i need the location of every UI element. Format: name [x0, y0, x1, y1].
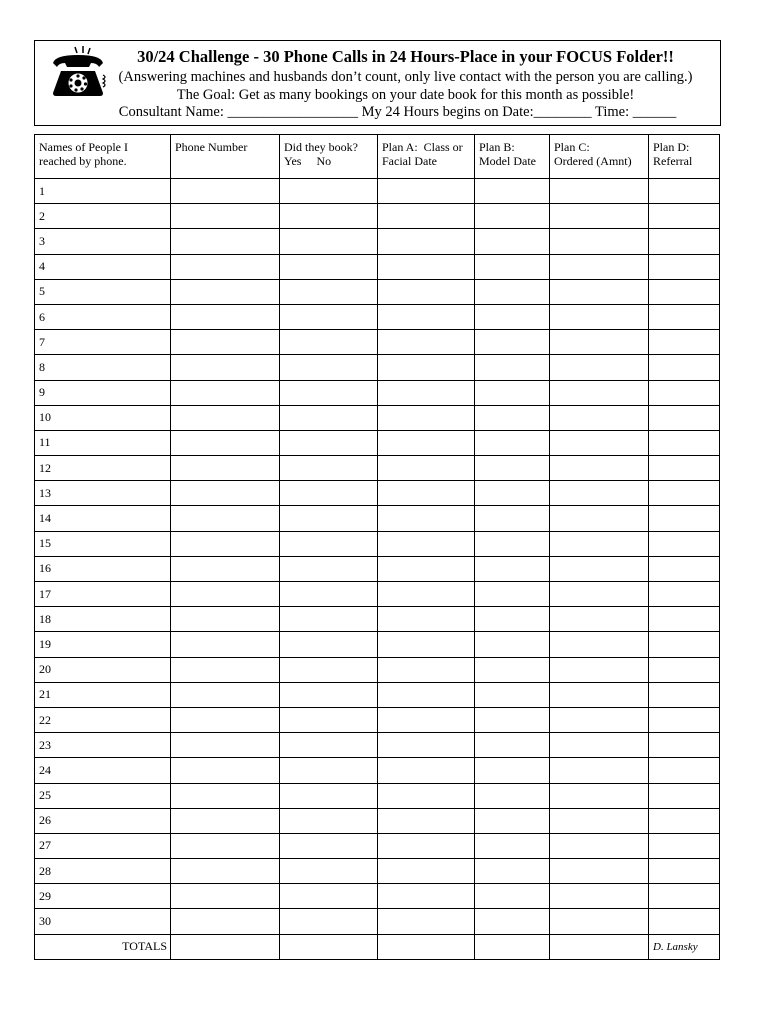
- plan-c-cell[interactable]: [550, 304, 649, 329]
- name-cell[interactable]: 17: [35, 582, 171, 607]
- booked-cell[interactable]: [280, 833, 378, 858]
- totals-cell[interactable]: [378, 934, 475, 959]
- plan-c-cell[interactable]: [550, 204, 649, 229]
- booked-cell[interactable]: [280, 481, 378, 506]
- plan-b-cell[interactable]: [475, 355, 550, 380]
- plan-c-cell[interactable]: [550, 758, 649, 783]
- name-cell[interactable]: 23: [35, 733, 171, 758]
- table-row: [35, 355, 720, 380]
- phone-call-table: [34, 134, 720, 960]
- name-cell[interactable]: 18: [35, 607, 171, 632]
- phone-cell[interactable]: [171, 456, 280, 481]
- plan-c-cell[interactable]: [550, 506, 649, 531]
- plan-b-cell[interactable]: [475, 304, 550, 329]
- plan-c-cell[interactable]: [550, 808, 649, 833]
- phone-cell[interactable]: [171, 733, 280, 758]
- column-header-plan-a: Plan A: Class or Facial Date: [378, 135, 475, 179]
- plan-d-cell[interactable]: [649, 808, 720, 833]
- table-row: [35, 506, 720, 531]
- plan-a-cell[interactable]: [378, 330, 475, 355]
- plan-d-cell[interactable]: [649, 481, 720, 506]
- table-row: [35, 204, 720, 229]
- booked-cell[interactable]: [280, 582, 378, 607]
- totals-cell[interactable]: [550, 934, 649, 959]
- plan-c-cell[interactable]: [550, 909, 649, 934]
- header-box: [34, 40, 721, 126]
- plan-b-cell[interactable]: [475, 204, 550, 229]
- plan-b-cell[interactable]: [475, 758, 550, 783]
- plan-c-cell[interactable]: [550, 833, 649, 858]
- booked-cell[interactable]: [280, 531, 378, 556]
- table-row: [35, 279, 720, 304]
- plan-d-cell[interactable]: [649, 430, 720, 455]
- phone-cell[interactable]: [171, 531, 280, 556]
- booked-cell[interactable]: [280, 783, 378, 808]
- booked-cell[interactable]: [280, 909, 378, 934]
- plan-b-cell[interactable]: [475, 330, 550, 355]
- plan-b-cell[interactable]: [475, 405, 550, 430]
- booked-cell[interactable]: [280, 682, 378, 707]
- phone-cell[interactable]: [171, 682, 280, 707]
- table-row: [35, 456, 720, 481]
- plan-a-cell[interactable]: [378, 884, 475, 909]
- plan-c-cell[interactable]: [550, 733, 649, 758]
- plan-a-cell[interactable]: [378, 179, 475, 204]
- plan-a-cell[interactable]: [378, 254, 475, 279]
- plan-d-cell[interactable]: [649, 531, 720, 556]
- phone-cell[interactable]: [171, 758, 280, 783]
- name-cell[interactable]: 29: [35, 884, 171, 909]
- plan-d-cell[interactable]: [649, 859, 720, 884]
- table-row: [35, 909, 720, 934]
- plan-b-cell[interactable]: [475, 279, 550, 304]
- plan-c-cell[interactable]: [550, 859, 649, 884]
- plan-c-cell[interactable]: [550, 279, 649, 304]
- column-header-phone: Phone Number: [171, 135, 280, 179]
- booked-cell[interactable]: [280, 506, 378, 531]
- plan-b-cell[interactable]: [475, 254, 550, 279]
- booked-cell[interactable]: [280, 707, 378, 732]
- plan-d-cell[interactable]: [649, 380, 720, 405]
- table-row: [35, 430, 720, 455]
- table-row: [35, 657, 720, 682]
- consultant-info-line: Consultant Name: __________________ My 24 Hours begins on Date:________ Time: ______: [118, 104, 677, 120]
- plan-b-cell[interactable]: [475, 229, 550, 254]
- plan-b-cell[interactable]: [475, 506, 550, 531]
- plan-a-cell[interactable]: [378, 304, 475, 329]
- table-row: [35, 783, 720, 808]
- name-cell[interactable]: 21: [35, 682, 171, 707]
- name-cell[interactable]: 30: [35, 909, 171, 934]
- name-cell[interactable]: 6: [35, 304, 171, 329]
- plan-b-cell[interactable]: [475, 733, 550, 758]
- plan-d-cell[interactable]: [649, 456, 720, 481]
- plan-c-cell[interactable]: [550, 783, 649, 808]
- name-cell[interactable]: 4: [35, 254, 171, 279]
- table-row: [35, 682, 720, 707]
- table-row: [35, 380, 720, 405]
- totals-cell[interactable]: [280, 934, 378, 959]
- phone-cell[interactable]: [171, 279, 280, 304]
- name-cell[interactable]: 28: [35, 859, 171, 884]
- phone-cell[interactable]: [171, 304, 280, 329]
- phone-cell[interactable]: [171, 204, 280, 229]
- plan-b-cell[interactable]: [475, 456, 550, 481]
- plan-c-cell[interactable]: [550, 682, 649, 707]
- plan-b-cell[interactable]: [475, 909, 550, 934]
- booked-cell[interactable]: [280, 254, 378, 279]
- name-cell[interactable]: 10: [35, 405, 171, 430]
- totals-label: TOTALS: [35, 934, 171, 959]
- plan-a-cell[interactable]: [378, 430, 475, 455]
- plan-d-cell[interactable]: [649, 330, 720, 355]
- table-row: [35, 531, 720, 556]
- totals-row: [35, 934, 720, 959]
- name-cell[interactable]: 8: [35, 355, 171, 380]
- name-cell[interactable]: 16: [35, 556, 171, 581]
- column-header-plan-c: Plan C: Ordered (Amnt): [550, 135, 649, 179]
- name-cell[interactable]: 24: [35, 758, 171, 783]
- plan-d-cell[interactable]: [649, 758, 720, 783]
- name-cell[interactable]: 26: [35, 808, 171, 833]
- plan-b-cell[interactable]: [475, 657, 550, 682]
- phone-cell[interactable]: [171, 582, 280, 607]
- plan-a-cell[interactable]: [378, 380, 475, 405]
- plan-d-cell[interactable]: [649, 909, 720, 934]
- plan-d-cell[interactable]: [649, 607, 720, 632]
- phone-cell[interactable]: [171, 229, 280, 254]
- plan-a-cell[interactable]: [378, 682, 475, 707]
- table-row: [35, 632, 720, 657]
- plan-c-cell[interactable]: [550, 456, 649, 481]
- table-row: [35, 481, 720, 506]
- plan-a-cell[interactable]: [378, 355, 475, 380]
- table-row: [35, 582, 720, 607]
- plan-c-cell[interactable]: [550, 254, 649, 279]
- table-row: [35, 859, 720, 884]
- plan-a-cell[interactable]: [378, 506, 475, 531]
- name-cell[interactable]: 5: [35, 279, 171, 304]
- plan-b-cell[interactable]: [475, 179, 550, 204]
- plan-c-cell[interactable]: [550, 632, 649, 657]
- plan-d-cell[interactable]: [649, 254, 720, 279]
- plan-c-cell[interactable]: [550, 430, 649, 455]
- plan-a-cell[interactable]: [378, 808, 475, 833]
- plan-b-cell[interactable]: [475, 531, 550, 556]
- plan-a-cell[interactable]: [378, 405, 475, 430]
- booked-cell[interactable]: [280, 556, 378, 581]
- booked-cell[interactable]: [280, 355, 378, 380]
- name-cell[interactable]: 1: [35, 179, 171, 204]
- plan-a-cell[interactable]: [378, 859, 475, 884]
- phone-cell[interactable]: [171, 330, 280, 355]
- plan-c-cell[interactable]: [550, 707, 649, 732]
- plan-b-cell[interactable]: [475, 481, 550, 506]
- booked-cell[interactable]: [280, 330, 378, 355]
- table-row: [35, 607, 720, 632]
- phone-cell[interactable]: [171, 707, 280, 732]
- plan-d-cell[interactable]: [649, 582, 720, 607]
- plan-a-cell[interactable]: [378, 909, 475, 934]
- booked-cell[interactable]: [280, 304, 378, 329]
- booked-cell[interactable]: [280, 229, 378, 254]
- plan-c-cell[interactable]: [550, 531, 649, 556]
- booked-cell[interactable]: [280, 733, 378, 758]
- subtitle: (Answering machines and husbands don’t count, only live contact with the person you are calling.): [118, 69, 693, 85]
- page-title: 30/24 Challenge - 30 Phone Calls in 24 Hours-Place in your FOCUS Folder!!: [137, 47, 674, 66]
- plan-a-cell[interactable]: [378, 556, 475, 581]
- plan-d-cell[interactable]: [649, 707, 720, 732]
- name-cell[interactable]: 11: [35, 430, 171, 455]
- table-row: [35, 304, 720, 329]
- plan-b-cell[interactable]: [475, 783, 550, 808]
- phone-cell[interactable]: [171, 833, 280, 858]
- table-row: [35, 808, 720, 833]
- name-cell[interactable]: 14: [35, 506, 171, 531]
- booked-cell[interactable]: [280, 204, 378, 229]
- plan-c-cell[interactable]: [550, 884, 649, 909]
- name-cell[interactable]: 3: [35, 229, 171, 254]
- phone-cell[interactable]: [171, 355, 280, 380]
- plan-b-cell[interactable]: [475, 707, 550, 732]
- plan-d-cell[interactable]: [649, 783, 720, 808]
- name-cell[interactable]: 25: [35, 783, 171, 808]
- plan-c-cell[interactable]: [550, 229, 649, 254]
- phone-cell[interactable]: [171, 909, 280, 934]
- plan-a-cell[interactable]: [378, 833, 475, 858]
- goal-text: The Goal: Get as many bookings on your date book for this month as possible!: [176, 87, 635, 103]
- header-row: [35, 135, 720, 179]
- booked-cell[interactable]: [280, 859, 378, 884]
- plan-b-cell[interactable]: [475, 556, 550, 581]
- plan-c-cell[interactable]: [550, 607, 649, 632]
- table-row: [35, 758, 720, 783]
- plan-a-cell[interactable]: [378, 758, 475, 783]
- phone-cell[interactable]: [171, 481, 280, 506]
- booked-cell[interactable]: [280, 884, 378, 909]
- booked-cell[interactable]: [280, 808, 378, 833]
- plan-d-cell[interactable]: [649, 682, 720, 707]
- totals-cell[interactable]: [171, 934, 280, 959]
- name-cell[interactable]: 13: [35, 481, 171, 506]
- plan-a-cell[interactable]: [378, 733, 475, 758]
- phone-cell[interactable]: [171, 859, 280, 884]
- plan-a-cell[interactable]: [378, 582, 475, 607]
- phone-cell[interactable]: [171, 254, 280, 279]
- phone-cell[interactable]: [171, 179, 280, 204]
- phone-cell[interactable]: [171, 405, 280, 430]
- plan-d-cell[interactable]: [649, 833, 720, 858]
- plan-a-cell[interactable]: [378, 229, 475, 254]
- plan-d-cell[interactable]: [649, 506, 720, 531]
- plan-d-cell[interactable]: [649, 304, 720, 329]
- plan-a-cell[interactable]: [378, 783, 475, 808]
- name-cell[interactable]: 2: [35, 204, 171, 229]
- plan-c-cell[interactable]: [550, 380, 649, 405]
- phone-cell[interactable]: [171, 430, 280, 455]
- plan-d-cell[interactable]: [649, 884, 720, 909]
- phone-cell[interactable]: [171, 884, 280, 909]
- plan-b-cell[interactable]: [475, 632, 550, 657]
- plan-c-cell[interactable]: [550, 582, 649, 607]
- name-cell[interactable]: 9: [35, 380, 171, 405]
- plan-b-cell[interactable]: [475, 607, 550, 632]
- phone-cell[interactable]: [171, 632, 280, 657]
- table-row: [35, 707, 720, 732]
- plan-d-cell[interactable]: [649, 179, 720, 204]
- plan-d-cell[interactable]: [649, 405, 720, 430]
- phone-cell[interactable]: [171, 657, 280, 682]
- name-cell[interactable]: 12: [35, 456, 171, 481]
- plan-a-cell[interactable]: [378, 481, 475, 506]
- plan-b-cell[interactable]: [475, 808, 550, 833]
- booked-cell[interactable]: [280, 380, 378, 405]
- phone-cell[interactable]: [171, 607, 280, 632]
- plan-c-cell[interactable]: [550, 179, 649, 204]
- plan-d-cell[interactable]: [649, 632, 720, 657]
- name-cell[interactable]: 7: [35, 330, 171, 355]
- phone-cell[interactable]: [171, 783, 280, 808]
- booked-cell[interactable]: [280, 607, 378, 632]
- plan-d-cell[interactable]: [649, 229, 720, 254]
- plan-a-cell[interactable]: [378, 657, 475, 682]
- booked-cell[interactable]: [280, 430, 378, 455]
- plan-b-cell[interactable]: [475, 582, 550, 607]
- plan-a-cell[interactable]: [378, 531, 475, 556]
- table-row: [35, 556, 720, 581]
- plan-b-cell[interactable]: [475, 430, 550, 455]
- name-cell[interactable]: 27: [35, 833, 171, 858]
- table-row: [35, 405, 720, 430]
- plan-b-cell[interactable]: [475, 859, 550, 884]
- phone-cell[interactable]: [171, 380, 280, 405]
- booked-cell[interactable]: [280, 758, 378, 783]
- author-signature: D. Lansky: [649, 934, 720, 959]
- totals-cell[interactable]: [475, 934, 550, 959]
- table-row: [35, 833, 720, 858]
- name-cell[interactable]: 22: [35, 707, 171, 732]
- plan-c-cell[interactable]: [550, 657, 649, 682]
- plan-d-cell[interactable]: [649, 733, 720, 758]
- name-cell[interactable]: 20: [35, 657, 171, 682]
- booked-cell[interactable]: [280, 179, 378, 204]
- plan-c-cell[interactable]: [550, 330, 649, 355]
- plan-b-cell[interactable]: [475, 380, 550, 405]
- plan-a-cell[interactable]: [378, 632, 475, 657]
- plan-a-cell[interactable]: [378, 279, 475, 304]
- column-header-booked: Did they book? Yes No: [280, 135, 378, 179]
- plan-a-cell[interactable]: [378, 707, 475, 732]
- plan-d-cell[interactable]: [649, 556, 720, 581]
- plan-a-cell[interactable]: [378, 456, 475, 481]
- table-row: [35, 733, 720, 758]
- plan-b-cell[interactable]: [475, 884, 550, 909]
- plan-c-cell[interactable]: [550, 556, 649, 581]
- name-cell[interactable]: 15: [35, 531, 171, 556]
- column-header-names: Names of People I reached by phone.: [35, 135, 171, 179]
- table-row: [35, 179, 720, 204]
- table-row: [35, 884, 720, 909]
- booked-cell[interactable]: [280, 279, 378, 304]
- plan-d-cell[interactable]: [649, 355, 720, 380]
- phone-cell[interactable]: [171, 556, 280, 581]
- booked-cell[interactable]: [280, 405, 378, 430]
- table-row: [35, 330, 720, 355]
- plan-a-cell[interactable]: [378, 204, 475, 229]
- plan-b-cell[interactable]: [475, 833, 550, 858]
- column-header-plan-b: Plan B: Model Date: [475, 135, 550, 179]
- booked-cell[interactable]: [280, 456, 378, 481]
- plan-c-cell[interactable]: [550, 481, 649, 506]
- column-header-plan-d: Plan D: Referral: [649, 135, 720, 179]
- name-cell[interactable]: 19: [35, 632, 171, 657]
- plan-b-cell[interactable]: [475, 682, 550, 707]
- booked-cell[interactable]: [280, 657, 378, 682]
- table-row: [35, 229, 720, 254]
- table-row: [35, 254, 720, 279]
- phone-cell[interactable]: [171, 808, 280, 833]
- phone-cell[interactable]: [171, 506, 280, 531]
- plan-c-cell[interactable]: [550, 355, 649, 380]
- plan-c-cell[interactable]: [550, 405, 649, 430]
- plan-a-cell[interactable]: [378, 607, 475, 632]
- plan-d-cell[interactable]: [649, 279, 720, 304]
- booked-cell[interactable]: [280, 632, 378, 657]
- plan-d-cell[interactable]: [649, 204, 720, 229]
- plan-d-cell[interactable]: [649, 657, 720, 682]
